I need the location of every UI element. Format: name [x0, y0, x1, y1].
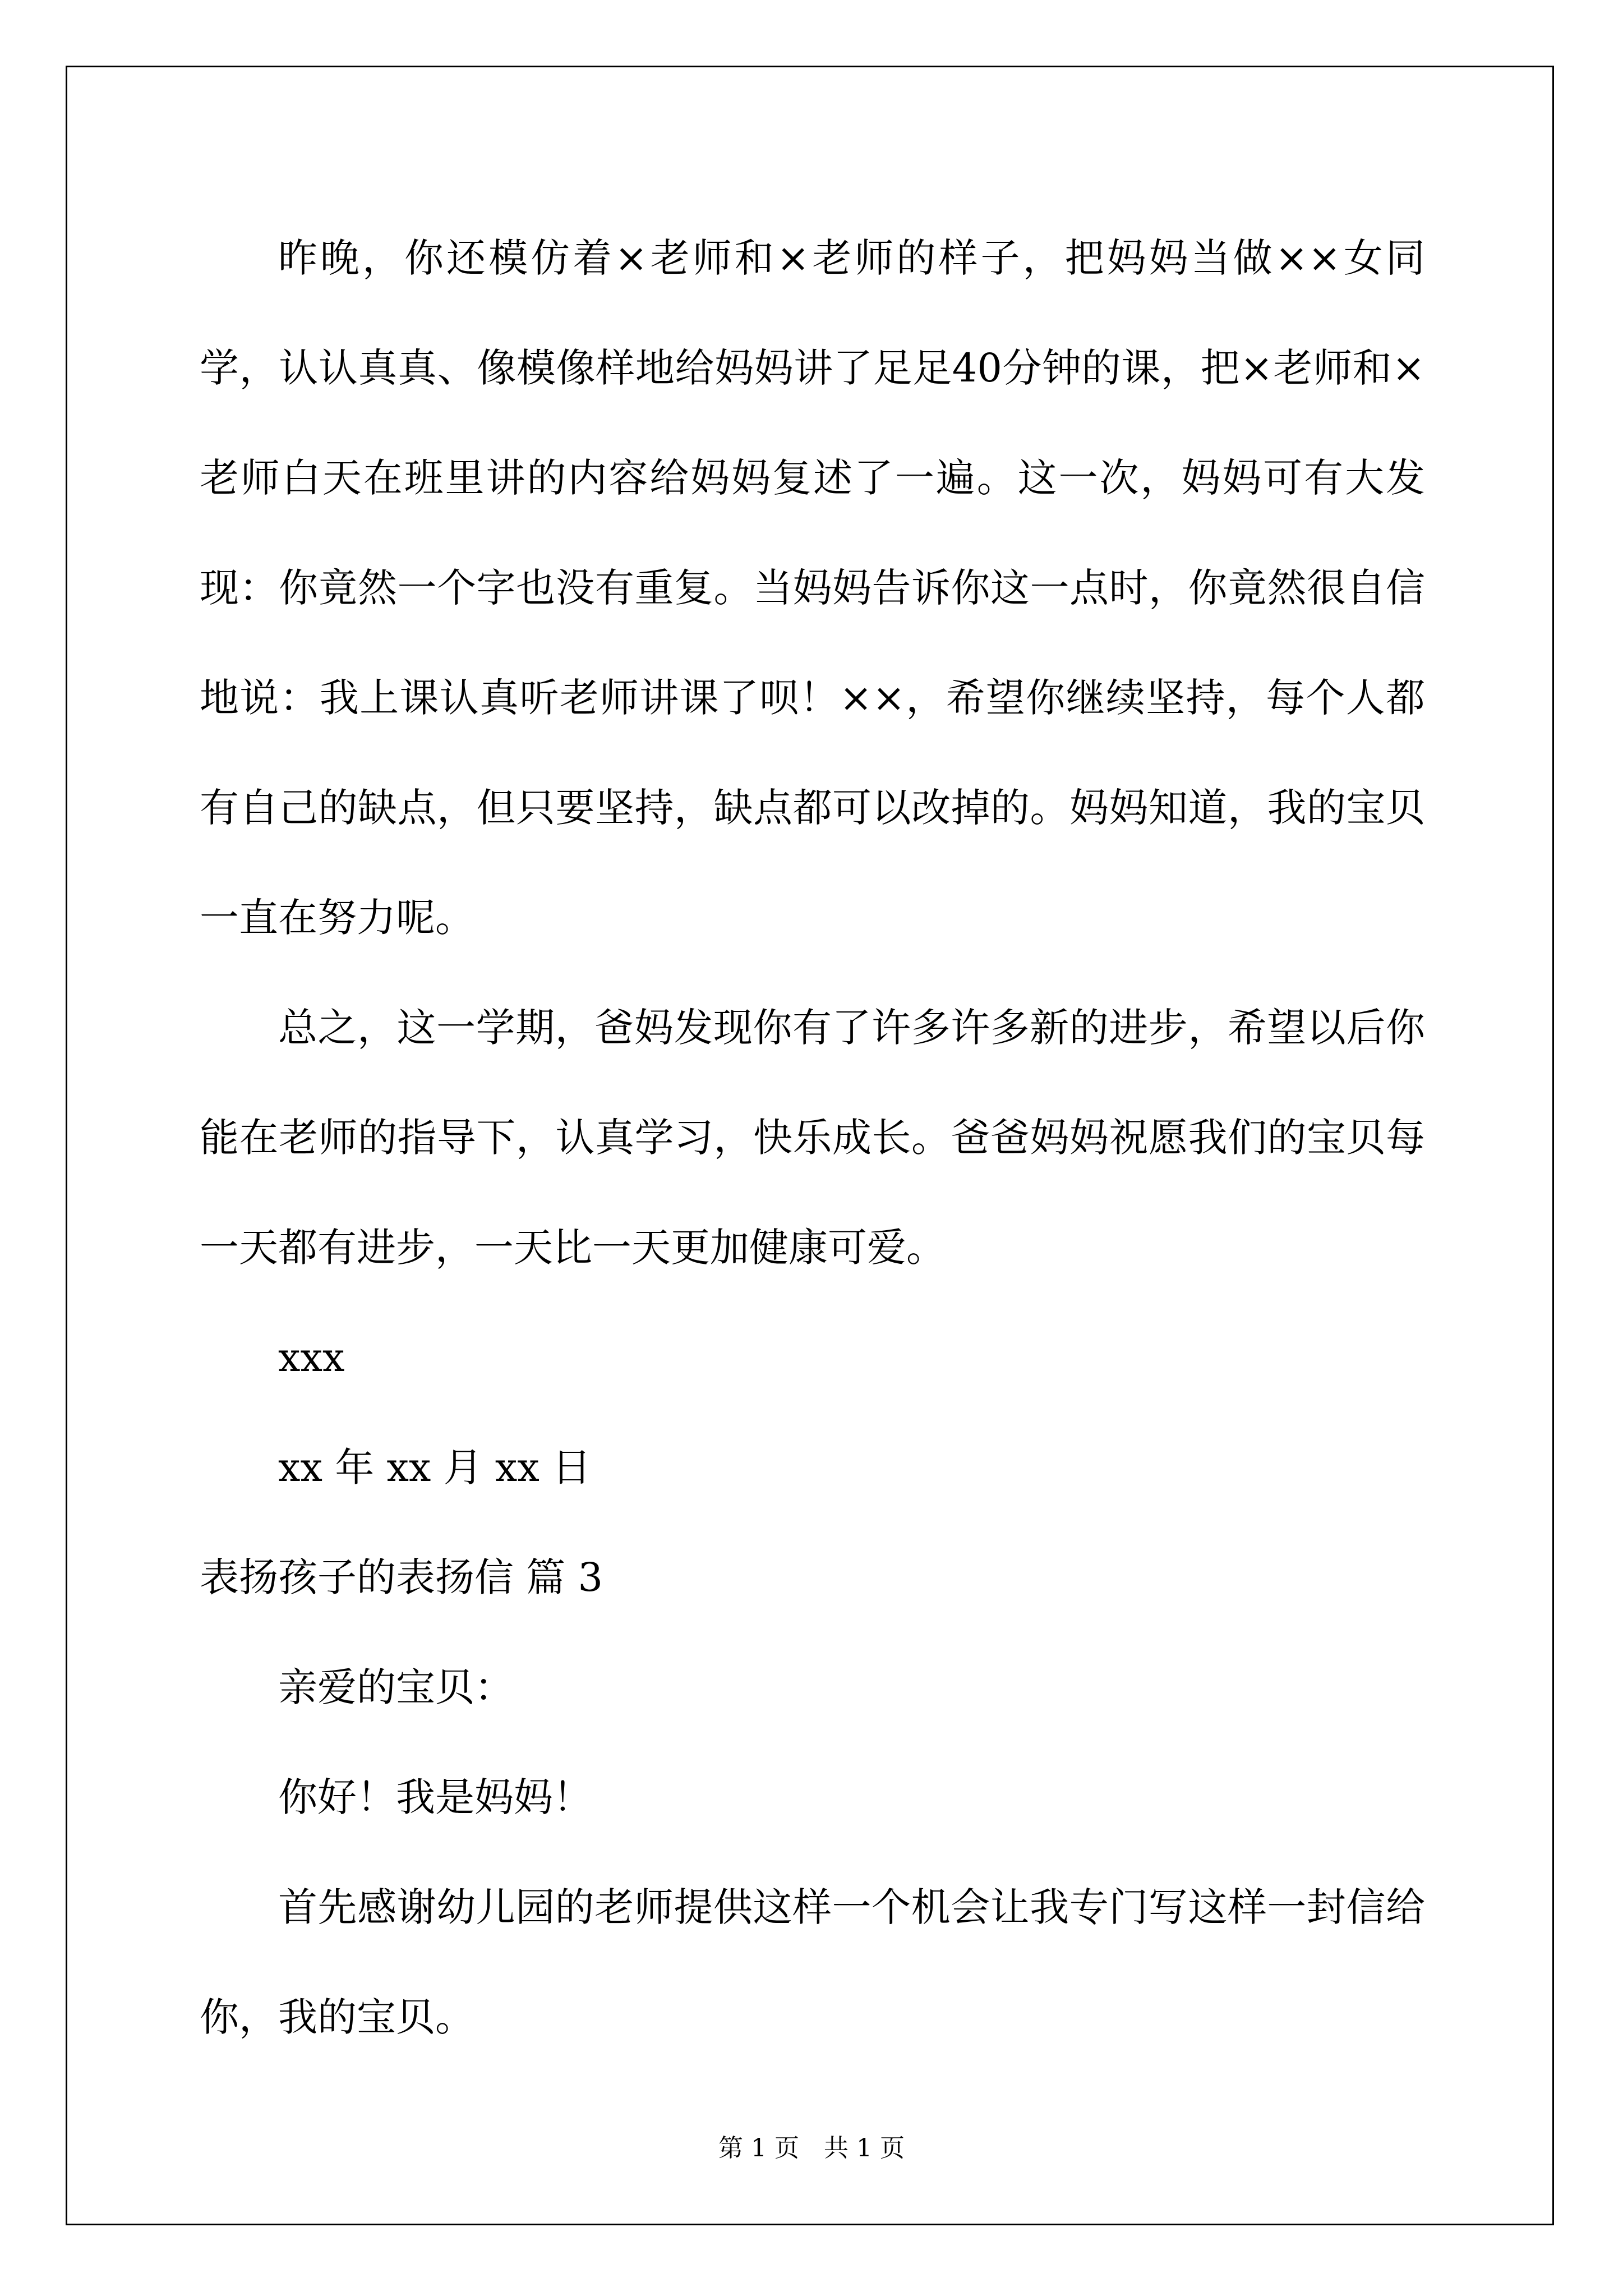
- page-footer: 第 1 页 共 1 页: [718, 2134, 905, 2162]
- section-title: 表扬孩子的表扬信 篇 3: [200, 1554, 603, 1600]
- paragraph-summary: 总之，这一学期，爸妈发现你有了许多许多新的进步，希望以后你能在老师的指导下，认真学习，快乐成长。爸爸妈妈祝愿我们的宝贝每一天都有进步，一天比一天更加健康可爱。: [200, 1005, 1425, 1271]
- date-line: xx 年 xx 月 xx 日: [278, 1444, 592, 1490]
- document-body: [200, 203, 1425, 2072]
- letter-body: 首先感谢幼儿园的老师提供这样一个机会让我专门写这样一封信给你，我的宝贝。: [200, 1884, 1425, 2040]
- letter-opening: 你好！我是妈妈！: [278, 1774, 592, 1820]
- paragraph-story: 昨晚，你还模仿着×老师和×老师的样子，把妈妈当做××女同学，认认真真、像模像样地给妈妈讲了足足40分钟的课，把×老师和×老师白天在班里讲的内容给妈妈复述了一遍。这一次，妈妈可有大发现：你竟然一个字也没有重复。当妈妈告诉你这一点时，你竟然很自信地说：我上课认真听老师讲课了呗！××，希望你继续坚持，每个人都有自己的缺点，但只要坚持，缺点都可以改掉的。妈妈知道，我的宝贝一直在努力呢。: [200, 235, 1425, 941]
- letter-greeting: 亲爱的宝贝：: [278, 1664, 514, 1710]
- signature: xxx: [278, 1335, 345, 1381]
